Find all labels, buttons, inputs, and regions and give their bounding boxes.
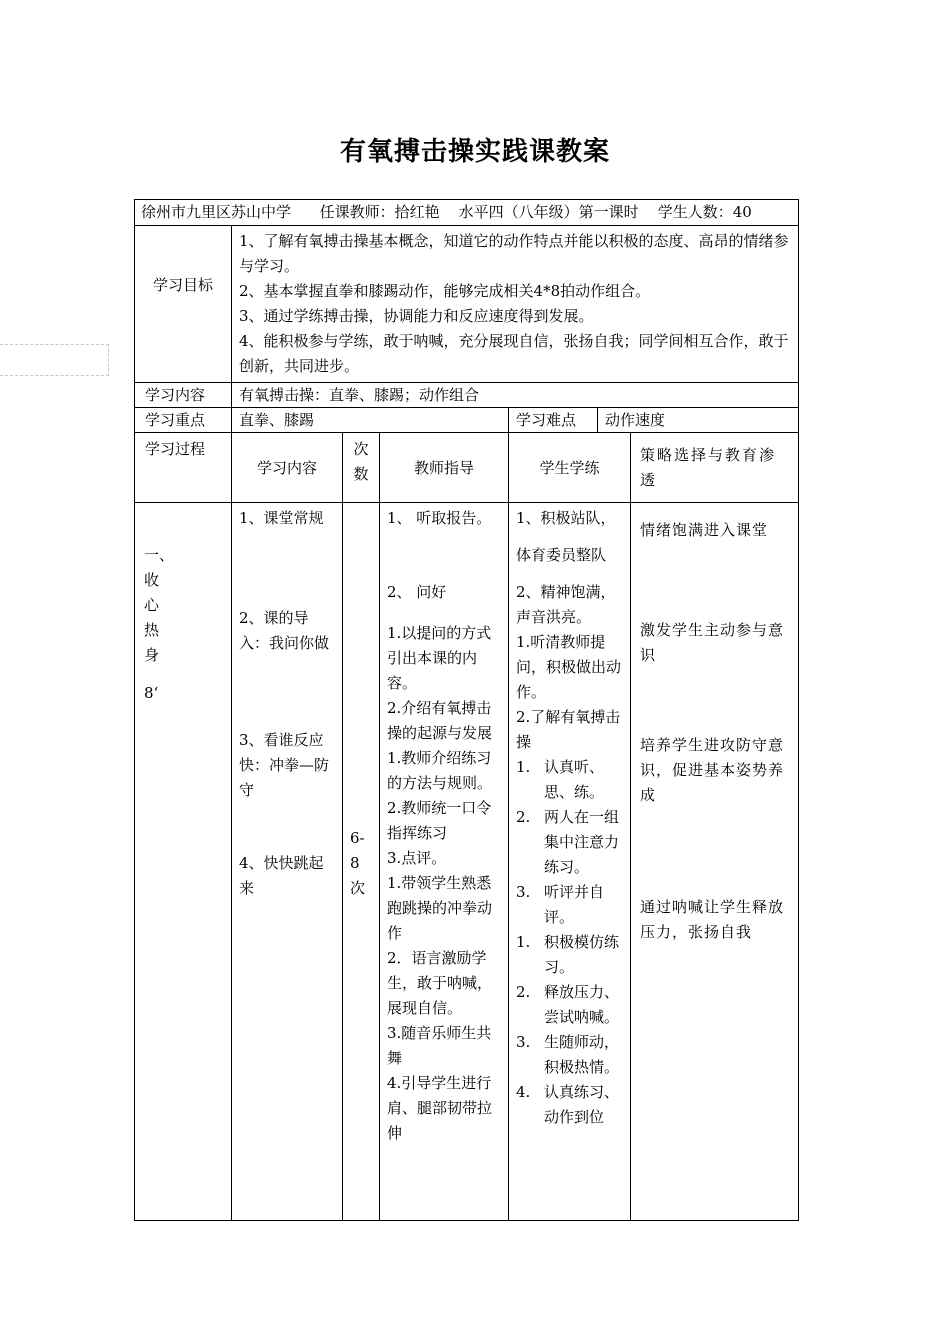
strategy-item: 情绪饱满进入课堂: [640, 521, 769, 539]
phase-teacher-cell: [380, 503, 509, 1221]
teacher-item: 2.教师统一口令指挥练习: [387, 799, 492, 842]
teacher-item: 3.随音乐师生共舞: [387, 1024, 492, 1067]
difficulty-label: 学习难点: [509, 408, 598, 433]
strategy-item: 通过呐喊让学生释放压力，张扬自我: [640, 898, 785, 941]
teacher-item: 1.以提问的方式引出本课的内容。: [387, 624, 492, 692]
student-item: 1、积极站队，: [516, 509, 616, 527]
student-list-item: 2. 两人在一组集中注意力练习。: [516, 808, 620, 876]
strategy-item: 培养学生进攻防守意识，促进基本姿势养成: [640, 736, 785, 804]
process-label: 学习过程: [135, 433, 232, 503]
student-list-item: 3. 听评并自评。: [516, 883, 605, 926]
student-list-item: 4. 认真练习、动作到位: [516, 1083, 620, 1126]
student-item: 2.了解有氧搏击操: [516, 708, 621, 751]
phase-name-line: 心: [144, 596, 160, 614]
col-header-teacher: 教师指导: [380, 433, 509, 503]
teacher-item: 4.引导学生进行肩、腿部韧带拉伸: [387, 1074, 493, 1142]
times-value: 6-8次: [350, 829, 366, 897]
goal-item: 3、通过学练搏击操，协调能力和反应速度得到发展。: [239, 307, 594, 325]
content-label: 学习内容: [135, 383, 232, 408]
goal-item: 1、了解有氧搏击操基本概念，知道它的动作特点并能以积极的态度、高昂的情绪参与学习。: [239, 232, 789, 275]
col-header-strategy: 策略选择与教育渗透: [631, 433, 799, 503]
teacher-item: 2.介绍有氧搏击操的起源与发展: [387, 699, 493, 742]
content-value: 有氧搏击操：直拳、膝踢；动作组合: [232, 383, 799, 408]
strategy-item: 激发学生主动参与意识: [640, 621, 785, 664]
difficulty-value: 动作速度: [598, 408, 799, 433]
school-info-row: 徐州市九里区苏山中学 任课教师：拾红艳 水平四（八年级）第一课时 学生人数：40: [135, 200, 799, 226]
phase-name-cell: [135, 503, 232, 1221]
goal-item: 4、能积极参与学练，敢于呐喊，充分展现自信，张扬自我；同学间相互合作，敢于创新，共同进步。: [239, 332, 789, 375]
student-list-item: 1. 积极模仿练习。: [516, 933, 620, 976]
phase-name-line: 一、: [144, 546, 175, 564]
phase-content-cell: [232, 503, 343, 1221]
content-item: 2、课的导入：我问你做: [239, 609, 330, 652]
phase-strategy-cell: [631, 503, 799, 1221]
student-item: 1.听清教师提问，积极做出动作。: [516, 633, 622, 701]
phase-duration: 8‘: [144, 684, 159, 702]
phase-student-cell: [509, 503, 631, 1221]
teacher-item: 1.教师介绍练习的方法与规则。: [387, 749, 493, 792]
goal-item: 2、基本掌握直拳和膝踢动作，能够完成相关4*8拍动作组合。: [239, 282, 651, 300]
col-header-student: 学生学练: [509, 433, 631, 503]
phase-name-line: 收: [144, 571, 160, 589]
student-item: 体育委员整队: [516, 546, 607, 564]
teacher-item: 1.带领学生熟悉跑跳操的冲拳动作: [387, 874, 493, 942]
key-points-value: 直拳、膝踢: [232, 408, 509, 433]
key-points-label: 学习重点: [135, 408, 232, 433]
teacher-item: 2、 问好: [387, 583, 447, 601]
col-header-content: 学习内容: [232, 433, 343, 503]
phase-name-line: 身: [144, 646, 160, 664]
phase-times-cell: [343, 503, 380, 1221]
dashed-placeholder-box: [0, 344, 109, 376]
content-item: 1、课堂常规: [239, 509, 324, 527]
teacher-item: 3.点评。: [387, 849, 447, 867]
teacher-item: 1、 听取报告。: [387, 509, 492, 527]
phase-name-line: 热: [144, 621, 160, 639]
student-list-item: 3. 生随师动，积极热情。: [516, 1033, 620, 1076]
goals-cell: [232, 226, 799, 383]
goals-label: 学习目标: [135, 226, 232, 383]
student-list-item: 1. 认真听、思、练。: [516, 758, 605, 801]
document-title: 有氧搏击操实践课教案: [339, 137, 610, 167]
content-item: 3、看谁反应快：冲拳—防守: [239, 731, 330, 799]
lesson-plan-table: [134, 199, 799, 1221]
student-list-item: 2. 释放压力、尝试呐喊。: [516, 983, 620, 1026]
content-item: 4、快快跳起来: [239, 854, 324, 897]
student-item: 2、精神饱满，声音洪亮。: [516, 583, 616, 626]
teacher-item: 2．语言激励学生，敢于呐喊，展现自信。: [387, 949, 493, 1017]
col-header-times: 次数: [343, 433, 380, 503]
